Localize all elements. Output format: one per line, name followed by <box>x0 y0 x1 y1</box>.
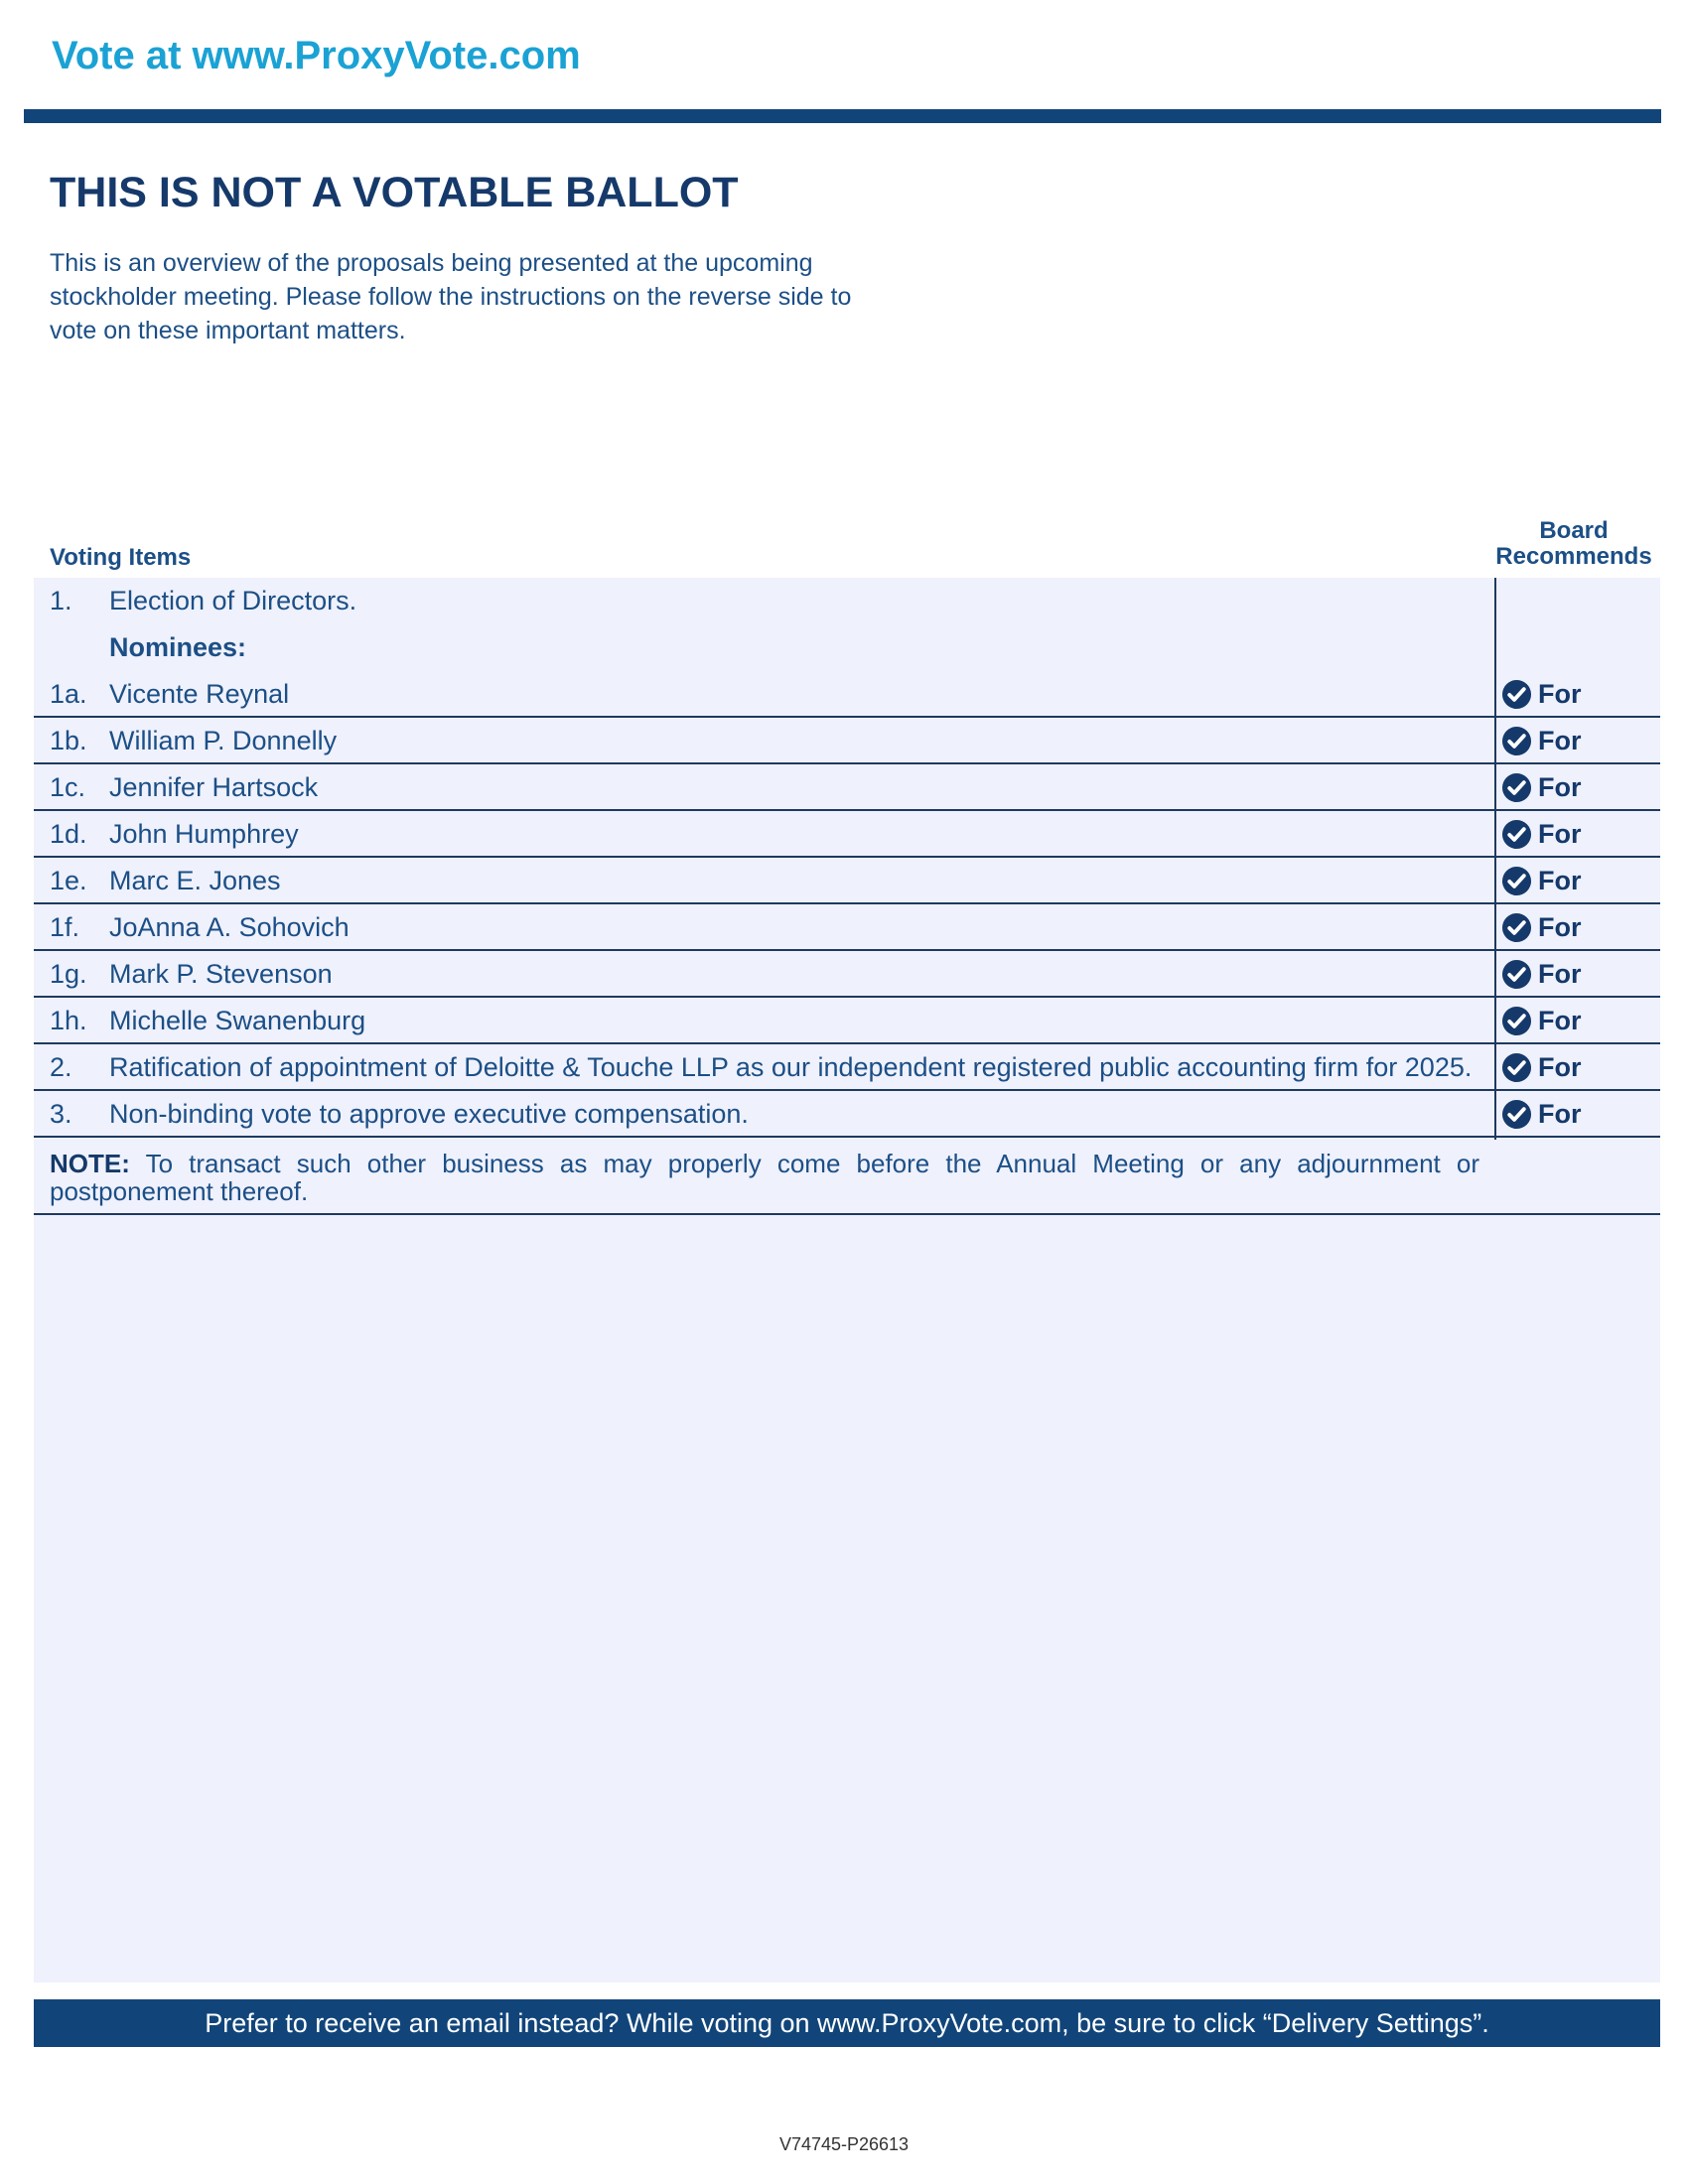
board-recommendation <box>1501 819 1582 850</box>
recommendation-label: For <box>1538 1052 1582 1082</box>
note-text <box>50 1150 1479 1205</box>
column-divider <box>1494 578 1496 1140</box>
item-number: 1. <box>50 586 72 615</box>
note-body: To transact such other business as may properly come before the Annual Meeting or any adjournment or postponement thereof. <box>50 1149 1479 1206</box>
table-row <box>34 904 1660 951</box>
board-recommendation <box>1501 1099 1582 1130</box>
board-recommendation <box>1501 959 1582 990</box>
email-banner: Prefer to receive an email instead? While voting on www.ProxyVote.com, be sure to click “Delivery Settings”. <box>34 1999 1660 2047</box>
recommendation-label: For <box>1538 819 1582 849</box>
check-circle-icon <box>1501 772 1532 803</box>
item-text: Election of Directors. <box>109 586 357 615</box>
check-circle-icon <box>1501 866 1532 896</box>
item-text: Vicente Reynal <box>109 679 290 709</box>
table-row <box>34 718 1660 764</box>
item-number: 1b. <box>50 726 87 755</box>
intro-text: This is an overview of the proposals being presented at the upcoming stockholder meeting. Please follow the instructions on the reverse side to vote on these important matters. <box>50 249 852 344</box>
board-recommendation <box>1501 1052 1582 1083</box>
recommendation-label: For <box>1538 912 1582 942</box>
table-row <box>34 764 1660 811</box>
header-rule <box>24 109 1661 123</box>
check-circle-icon <box>1501 912 1532 943</box>
board-recommendation <box>1501 726 1582 756</box>
board-recommends-header: Board Recommends <box>1495 517 1652 570</box>
item-number: 3. <box>50 1099 72 1129</box>
board-recommendation <box>1501 679 1582 710</box>
item-text: Non-binding vote to approve executive compensation. <box>109 1099 749 1129</box>
item-text: Mark P. Stevenson <box>109 959 333 989</box>
check-circle-icon <box>1501 1052 1532 1083</box>
check-circle-icon <box>1501 819 1532 850</box>
check-circle-icon <box>1501 1006 1532 1036</box>
item-number: 1e. <box>50 866 87 895</box>
recommendation-label: For <box>1538 726 1582 755</box>
recommendation-label: For <box>1538 1099 1582 1129</box>
item-text: Michelle Swanenburg <box>109 1006 366 1035</box>
item-text: William P. Donnelly <box>109 726 338 755</box>
item-number: 2. <box>50 1052 72 1082</box>
item-number: 1d. <box>50 819 87 849</box>
item-number: 1g. <box>50 959 87 989</box>
board-recommendation <box>1501 866 1582 896</box>
recommendation-label: For <box>1538 959 1582 989</box>
check-circle-icon <box>1501 726 1532 756</box>
table-row <box>34 1044 1660 1091</box>
table-row <box>34 578 1660 624</box>
recommendation-label: For <box>1538 866 1582 895</box>
table-row <box>34 1091 1660 1138</box>
note-label: NOTE: <box>50 1149 130 1178</box>
recommendation-label: For <box>1538 1006 1582 1035</box>
check-circle-icon <box>1501 1099 1532 1130</box>
board-recommendation <box>1501 1006 1582 1036</box>
table-row <box>34 951 1660 998</box>
board-recommendation <box>1501 772 1582 803</box>
table-row <box>34 671 1660 718</box>
page-title: THIS IS NOT A VOTABLE BALLOT <box>50 169 739 216</box>
board-recommendation <box>1501 912 1582 943</box>
table-row <box>34 811 1660 858</box>
item-text: Nominees: <box>109 632 247 662</box>
item-text: Marc E. Jones <box>109 866 281 895</box>
note-row <box>34 1142 1660 1215</box>
table-row <box>34 998 1660 1044</box>
item-text: Ratification of appointment of Deloitte & Touche LLP as our independent registered public accounting firm for 2025. <box>109 1052 1473 1082</box>
table-row <box>34 624 1660 671</box>
item-text: JoAnna A. Sohovich <box>109 912 350 942</box>
document-code: V74745-P26613 <box>778 2134 910 2154</box>
recommendation-label: For <box>1538 772 1582 802</box>
recommendation-label: For <box>1538 679 1582 709</box>
check-circle-icon <box>1501 679 1532 710</box>
proxyvote-link[interactable]: Vote at www.ProxyVote.com <box>52 34 581 77</box>
table-row <box>34 858 1660 904</box>
voting-items-header: Voting Items <box>50 544 192 571</box>
item-text: Jennifer Hartsock <box>109 772 319 802</box>
check-circle-icon <box>1501 959 1532 990</box>
item-number: 1a. <box>50 679 87 709</box>
item-number: 1f. <box>50 912 80 942</box>
item-text: John Humphrey <box>109 819 299 849</box>
item-number: 1c. <box>50 772 86 802</box>
item-number: 1h. <box>50 1006 87 1035</box>
